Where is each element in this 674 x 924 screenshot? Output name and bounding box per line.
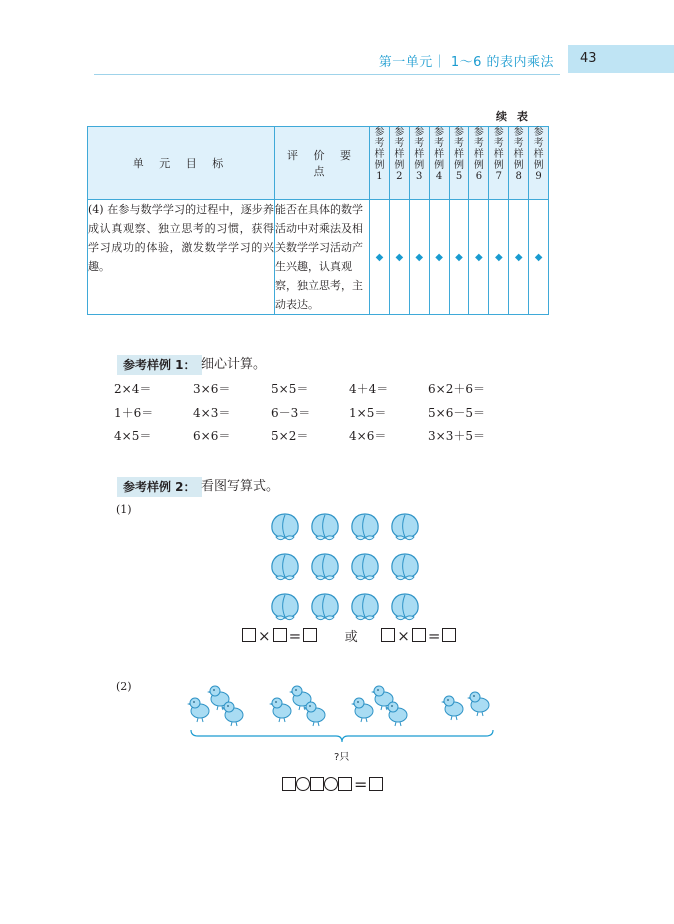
header-char: 3 <box>416 171 423 182</box>
calc-problem: 4×3＝ <box>193 406 231 420</box>
or-word: 或 <box>344 630 358 645</box>
calc-problem: 5×5＝ <box>271 382 309 396</box>
header-char: 参 <box>414 127 425 138</box>
chick-icon <box>467 692 489 716</box>
header-char: 例 <box>374 160 385 171</box>
peach-row <box>268 590 428 624</box>
header-char: 8 <box>515 171 522 182</box>
column-header-goal: 单 元 目 标 <box>88 127 275 200</box>
chick-icon <box>441 696 463 720</box>
peach-row <box>268 550 428 584</box>
header-char: 例 <box>473 160 484 171</box>
header-char: 样 <box>434 149 445 160</box>
header-char: 样 <box>473 149 484 160</box>
header-char: 4 <box>435 171 443 182</box>
header-char: 样 <box>454 149 464 160</box>
answer-box[interactable] <box>442 628 456 642</box>
answer-box[interactable] <box>338 777 352 791</box>
header-char: 考 <box>493 138 504 149</box>
header-char: 参 <box>434 127 445 138</box>
peach-icon <box>348 550 382 584</box>
calc-problem: 4×6＝ <box>349 429 387 443</box>
peach-icon <box>348 510 382 544</box>
chick-icon <box>187 698 209 722</box>
chick-icon <box>303 702 325 726</box>
calc-problem: 6×2＋6＝ <box>428 382 485 396</box>
header-char: 样 <box>513 149 524 160</box>
diamond-icon: ◆ <box>389 200 409 315</box>
chick-icon <box>269 698 291 722</box>
example1-badge: 参考样例 1： <box>117 355 202 375</box>
chick-icon <box>385 702 407 726</box>
example2-badge: 参考样例 2： <box>117 477 202 497</box>
header-char: 例 <box>434 160 445 171</box>
part2-label: (2) <box>116 680 132 693</box>
peach-icon <box>348 590 382 624</box>
header-char: 考 <box>434 138 445 149</box>
header-char: 参 <box>533 127 544 138</box>
diamond-icon: ◆ <box>370 200 390 315</box>
header-char: 6 <box>475 171 483 182</box>
multiplication-formula: × = 或 × = <box>242 626 456 645</box>
header-char: 例 <box>454 160 464 171</box>
peach-icon <box>388 510 422 544</box>
header-char: 参 <box>473 127 484 138</box>
answer-box[interactable] <box>242 628 256 642</box>
header-char: 样 <box>414 149 425 160</box>
header-char: 2 <box>396 171 403 182</box>
point-cell: 能否在具体的数学活动中对乘法及相关数学学习活动产生兴趣，认真观察，独立思考，主动表达。 <box>275 200 370 315</box>
answer-box[interactable] <box>310 777 324 791</box>
part1-label: (1) <box>116 503 132 516</box>
calc-problem: 5×2＝ <box>271 429 309 443</box>
column-header-example-7 <box>489 127 509 200</box>
header-char: 考 <box>374 138 385 149</box>
example1-task: 细心计算。 <box>201 357 267 372</box>
answer-box[interactable] <box>381 628 395 642</box>
header-char: 考 <box>414 138 425 149</box>
header-char: 考 <box>513 138 524 149</box>
diamond-icon: ◆ <box>449 200 469 315</box>
header-char: 考 <box>473 138 484 149</box>
peach-icon <box>308 550 342 584</box>
example2-task: 看图写算式。 <box>201 479 280 494</box>
peach-icon <box>308 510 342 544</box>
peach-icon <box>268 550 302 584</box>
chapter-title: 第一单元｜ 1～6 的表内乘法 <box>378 55 554 70</box>
header-char: 考 <box>533 138 544 149</box>
answer-box[interactable] <box>303 628 317 642</box>
calc-problem: 4×5＝ <box>114 429 152 443</box>
column-header-example-2 <box>389 127 409 200</box>
column-header-example-5 <box>449 127 469 200</box>
answer-box[interactable] <box>282 777 296 791</box>
calc-problem: 6×6＝ <box>193 429 231 443</box>
column-header-example-3 <box>409 127 429 200</box>
calc-problem: 3×6＝ <box>193 382 231 396</box>
header-char: 9 <box>535 171 542 182</box>
calc-problem: 2×4＝ <box>114 382 152 396</box>
chick-icon <box>221 702 243 726</box>
chick-groups <box>180 684 500 732</box>
calc-problem: 5×6－5＝ <box>428 406 485 420</box>
peach-icon <box>268 590 302 624</box>
header-char: 5 <box>455 171 463 182</box>
peach-icon <box>308 590 342 624</box>
header-char: 参 <box>513 127 524 138</box>
header-char: 例 <box>394 160 405 171</box>
header-char: 例 <box>513 160 524 171</box>
diamond-icon: ◆ <box>429 200 449 315</box>
header-char: 7 <box>495 171 502 182</box>
calc-problem: 6－3＝ <box>271 406 311 420</box>
peach-icon <box>388 590 422 624</box>
header-char: 考 <box>394 138 405 149</box>
operator-circle[interactable] <box>296 777 310 791</box>
column-header-example-1 <box>370 127 390 200</box>
page-number: 43 <box>568 45 674 73</box>
header-char: 参 <box>493 127 504 138</box>
answer-box[interactable] <box>412 628 426 642</box>
diamond-icon: ◆ <box>509 200 529 315</box>
underbrace <box>190 729 494 745</box>
peach-icon <box>268 510 302 544</box>
peach-grid <box>268 510 428 630</box>
answer-box[interactable] <box>273 628 287 642</box>
header-char: 样 <box>374 149 385 160</box>
peach-row <box>268 510 428 544</box>
chick-icon <box>351 698 373 722</box>
header-char: 样 <box>493 149 504 160</box>
column-header-example-8 <box>509 127 529 200</box>
evaluation-table <box>87 126 549 315</box>
brace-label: ?只 <box>334 752 350 763</box>
column-header-example-9 <box>529 127 549 200</box>
column-header-example-4 <box>429 127 449 200</box>
header-char: 例 <box>414 160 425 171</box>
header-char: 样 <box>394 149 405 160</box>
header-char: 考 <box>454 138 464 149</box>
header-char: 例 <box>493 160 504 171</box>
diamond-icon: ◆ <box>469 200 489 315</box>
calc-problem: 1＋6＝ <box>114 406 154 420</box>
mixed-operation-formula: = <box>282 775 383 794</box>
calc-problem: 1×5＝ <box>349 406 387 420</box>
header-char: 样 <box>533 149 544 160</box>
diamond-icon: ◆ <box>489 200 509 315</box>
header-rule <box>94 74 560 75</box>
peach-icon <box>388 550 422 584</box>
calc-problem: 4＋4＝ <box>349 382 389 396</box>
header-char: 1 <box>376 171 383 182</box>
column-header-example-6 <box>469 127 489 200</box>
diamond-icon: ◆ <box>529 200 549 315</box>
calc-problem: 3×3＋5＝ <box>428 429 485 443</box>
answer-box[interactable] <box>369 777 383 791</box>
header-char: 参 <box>374 127 385 138</box>
goal-cell: (4) 在参与数学学习的过程中，逐步养成认真观察、独立思考的习惯，获得学习成功的体验，激发数学学习的兴趣。 <box>88 200 275 315</box>
header-char: 参 <box>394 127 405 138</box>
operator-circle[interactable] <box>324 777 338 791</box>
column-header-point: 评 价 要 点 <box>275 127 370 200</box>
table-continued-label: 续 表 <box>496 110 531 123</box>
header-char: 例 <box>533 160 544 171</box>
diamond-icon: ◆ <box>409 200 429 315</box>
header-char: 参 <box>454 127 464 138</box>
